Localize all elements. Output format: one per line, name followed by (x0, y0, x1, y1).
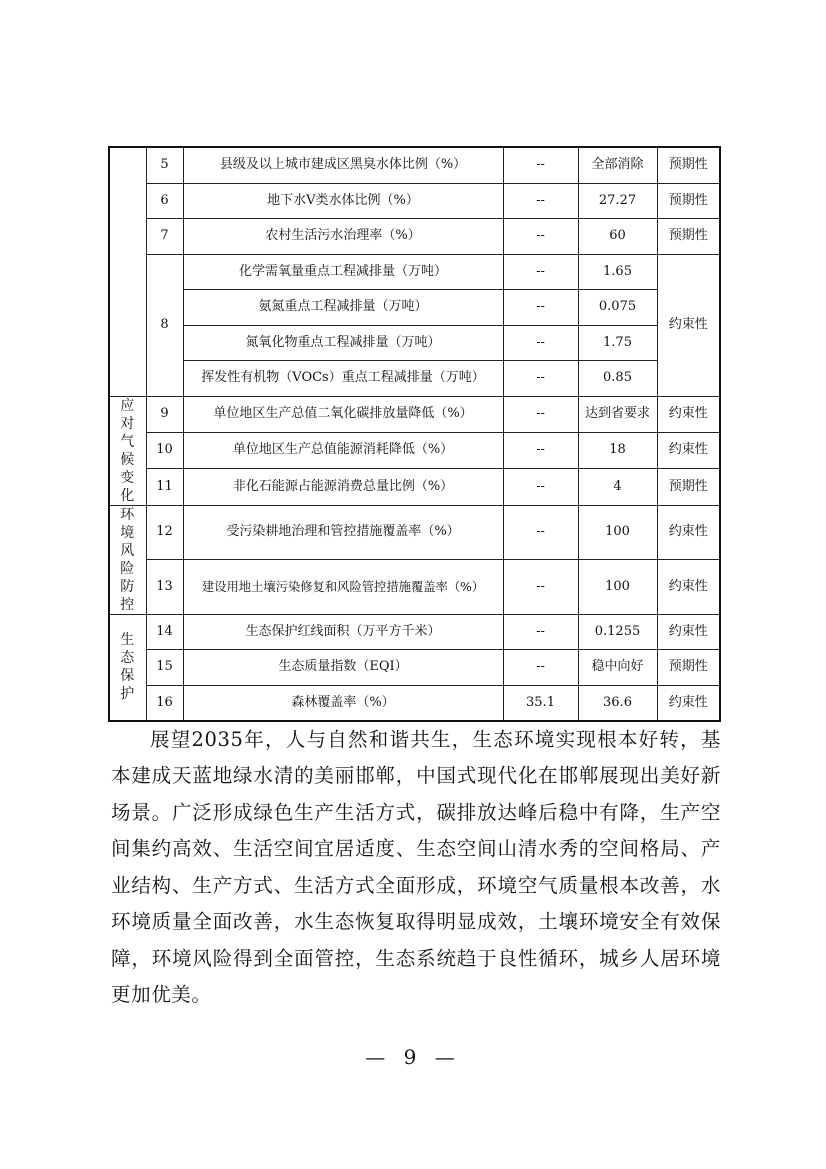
target-value: 0.1255 (578, 614, 657, 650)
target-value: 27.27 (578, 183, 657, 219)
attribute: 预期性 (657, 183, 720, 219)
indicator-name: 化学需氧量重点工程减排量（万吨） (183, 254, 503, 290)
target-value: 稳中向好 (578, 650, 657, 686)
body-paragraph: 展望2035年，人与自然和谐共生，生态环境实现根本好转，基本建成天蓝地绿水清的美丽邯郸，中国式现代化在邯郸展现出美好新场景。广泛形成绿色生产生活方式，碳排放达峰后稳中有降，生产空间集约高效、生活空间宜居适度、生态空间山清水秀的空间格局、产业结构、生产方式、生活方式全面形成，环境空气质量根本改善，水环境质量全面改善，水生态恢复取得明显成效，土壤环境安全有效保障，环境风险得到全面管控，生态系统趋于良性循环，城乡人居环境更加优美。 (111, 727, 721, 1006)
indicator-name: 农村生活污水治理率（%） (183, 219, 503, 255)
baseline-value: -- (503, 614, 578, 650)
attribute: 预期性 (657, 650, 720, 686)
attribute: 约束性 (657, 560, 720, 615)
indicator-name: 受污染耕地治理和管控措施覆盖率（%） (183, 505, 503, 560)
target-value: 0.85 (578, 361, 657, 397)
target-value: 100 (578, 505, 657, 560)
category-label: 环境风险防控 (120, 506, 136, 613)
baseline-value: -- (503, 290, 578, 326)
baseline-value: -- (503, 325, 578, 361)
table-row (109, 650, 720, 686)
baseline-value: -- (503, 219, 578, 255)
row-number: 5 (146, 147, 183, 183)
table-row (109, 219, 720, 255)
table-row (109, 614, 720, 650)
attribute: 预期性 (657, 219, 720, 255)
target-value: 60 (578, 219, 657, 255)
row-number: 9 (146, 396, 183, 432)
indicator-name: 建设用地土壤污染修复和风险管控措施覆盖率（%） (183, 560, 503, 615)
target-value: 达到省要求 (578, 396, 657, 432)
baseline-value: -- (503, 469, 578, 505)
target-value: 1.75 (578, 325, 657, 361)
table-row (109, 325, 720, 361)
attribute: 预期性 (657, 147, 720, 183)
row-number: 11 (146, 469, 183, 505)
baseline-value: -- (503, 147, 578, 183)
category-label: 生态保护 (120, 632, 136, 703)
row-number: 13 (146, 560, 183, 615)
baseline-value: -- (503, 396, 578, 432)
row-number: 10 (146, 432, 183, 468)
indicator-name: 非化石能源占能源消费总量比例（%） (183, 469, 503, 505)
row-number: 7 (146, 219, 183, 255)
attribute: 约束性 (657, 254, 720, 396)
indicator-name: 县级及以上城市建成区黑臭水体比例（%） (183, 147, 503, 183)
table-row (109, 560, 720, 615)
target-value: 0.075 (578, 290, 657, 326)
baseline-value: 35.1 (503, 685, 578, 721)
row-number: 12 (146, 505, 183, 560)
table-row (109, 469, 720, 505)
attribute: 约束性 (657, 614, 720, 650)
row-number: 8 (146, 254, 183, 396)
attribute: 约束性 (657, 396, 720, 432)
baseline-value: -- (503, 560, 578, 615)
target-value: 36.6 (578, 685, 657, 721)
target-value: 4 (578, 469, 657, 505)
category-label: 应对气候变化 (120, 397, 136, 504)
table-row (109, 685, 720, 721)
indicator-name: 单位地区生产总值能源消耗降低（%） (183, 432, 503, 468)
category-cell (109, 505, 146, 614)
indicator-name: 单位地区生产总值二氧化碳排放量降低（%） (183, 396, 503, 432)
indicator-name: 森林覆盖率（%） (183, 685, 503, 721)
row-number: 14 (146, 614, 183, 650)
table-row (109, 254, 720, 290)
baseline-value: -- (503, 432, 578, 468)
page-number: — 9 — (365, 1045, 461, 1069)
target-value: 100 (578, 560, 657, 615)
attribute: 约束性 (657, 505, 720, 560)
table-row (109, 290, 720, 326)
target-value: 18 (578, 432, 657, 468)
table-row (109, 183, 720, 219)
indicator-name: 生态保护红线面积（万平方千米） (183, 614, 503, 650)
attribute: 约束性 (657, 685, 720, 721)
table-row (109, 396, 720, 432)
table-row (109, 147, 720, 183)
indicator-name: 挥发性有机物（VOCs）重点工程减排量（万吨） (183, 361, 503, 397)
baseline-value: -- (503, 505, 578, 560)
category-cell (109, 147, 146, 396)
indicator-name: 地下水Ⅴ类水体比例（%） (183, 183, 503, 219)
attribute: 约束性 (657, 432, 720, 468)
indicator-name: 氨氮重点工程减排量（万吨） (183, 290, 503, 326)
baseline-value: -- (503, 361, 578, 397)
baseline-value: -- (503, 183, 578, 219)
row-number: 6 (146, 183, 183, 219)
target-value: 全部消除 (578, 147, 657, 183)
row-number: 15 (146, 650, 183, 686)
table-row (109, 432, 720, 468)
row-number: 16 (146, 685, 183, 721)
category-cell (109, 614, 146, 721)
table-row (109, 505, 720, 560)
baseline-value: -- (503, 650, 578, 686)
baseline-value: -- (503, 254, 578, 290)
indicator-name: 氮氧化物重点工程减排量（万吨） (183, 325, 503, 361)
targets-table (108, 146, 721, 722)
attribute: 预期性 (657, 469, 720, 505)
target-value: 1.65 (578, 254, 657, 290)
indicator-name: 生态质量指数（EQI） (183, 650, 503, 686)
table-row (109, 361, 720, 397)
category-cell (109, 396, 146, 505)
